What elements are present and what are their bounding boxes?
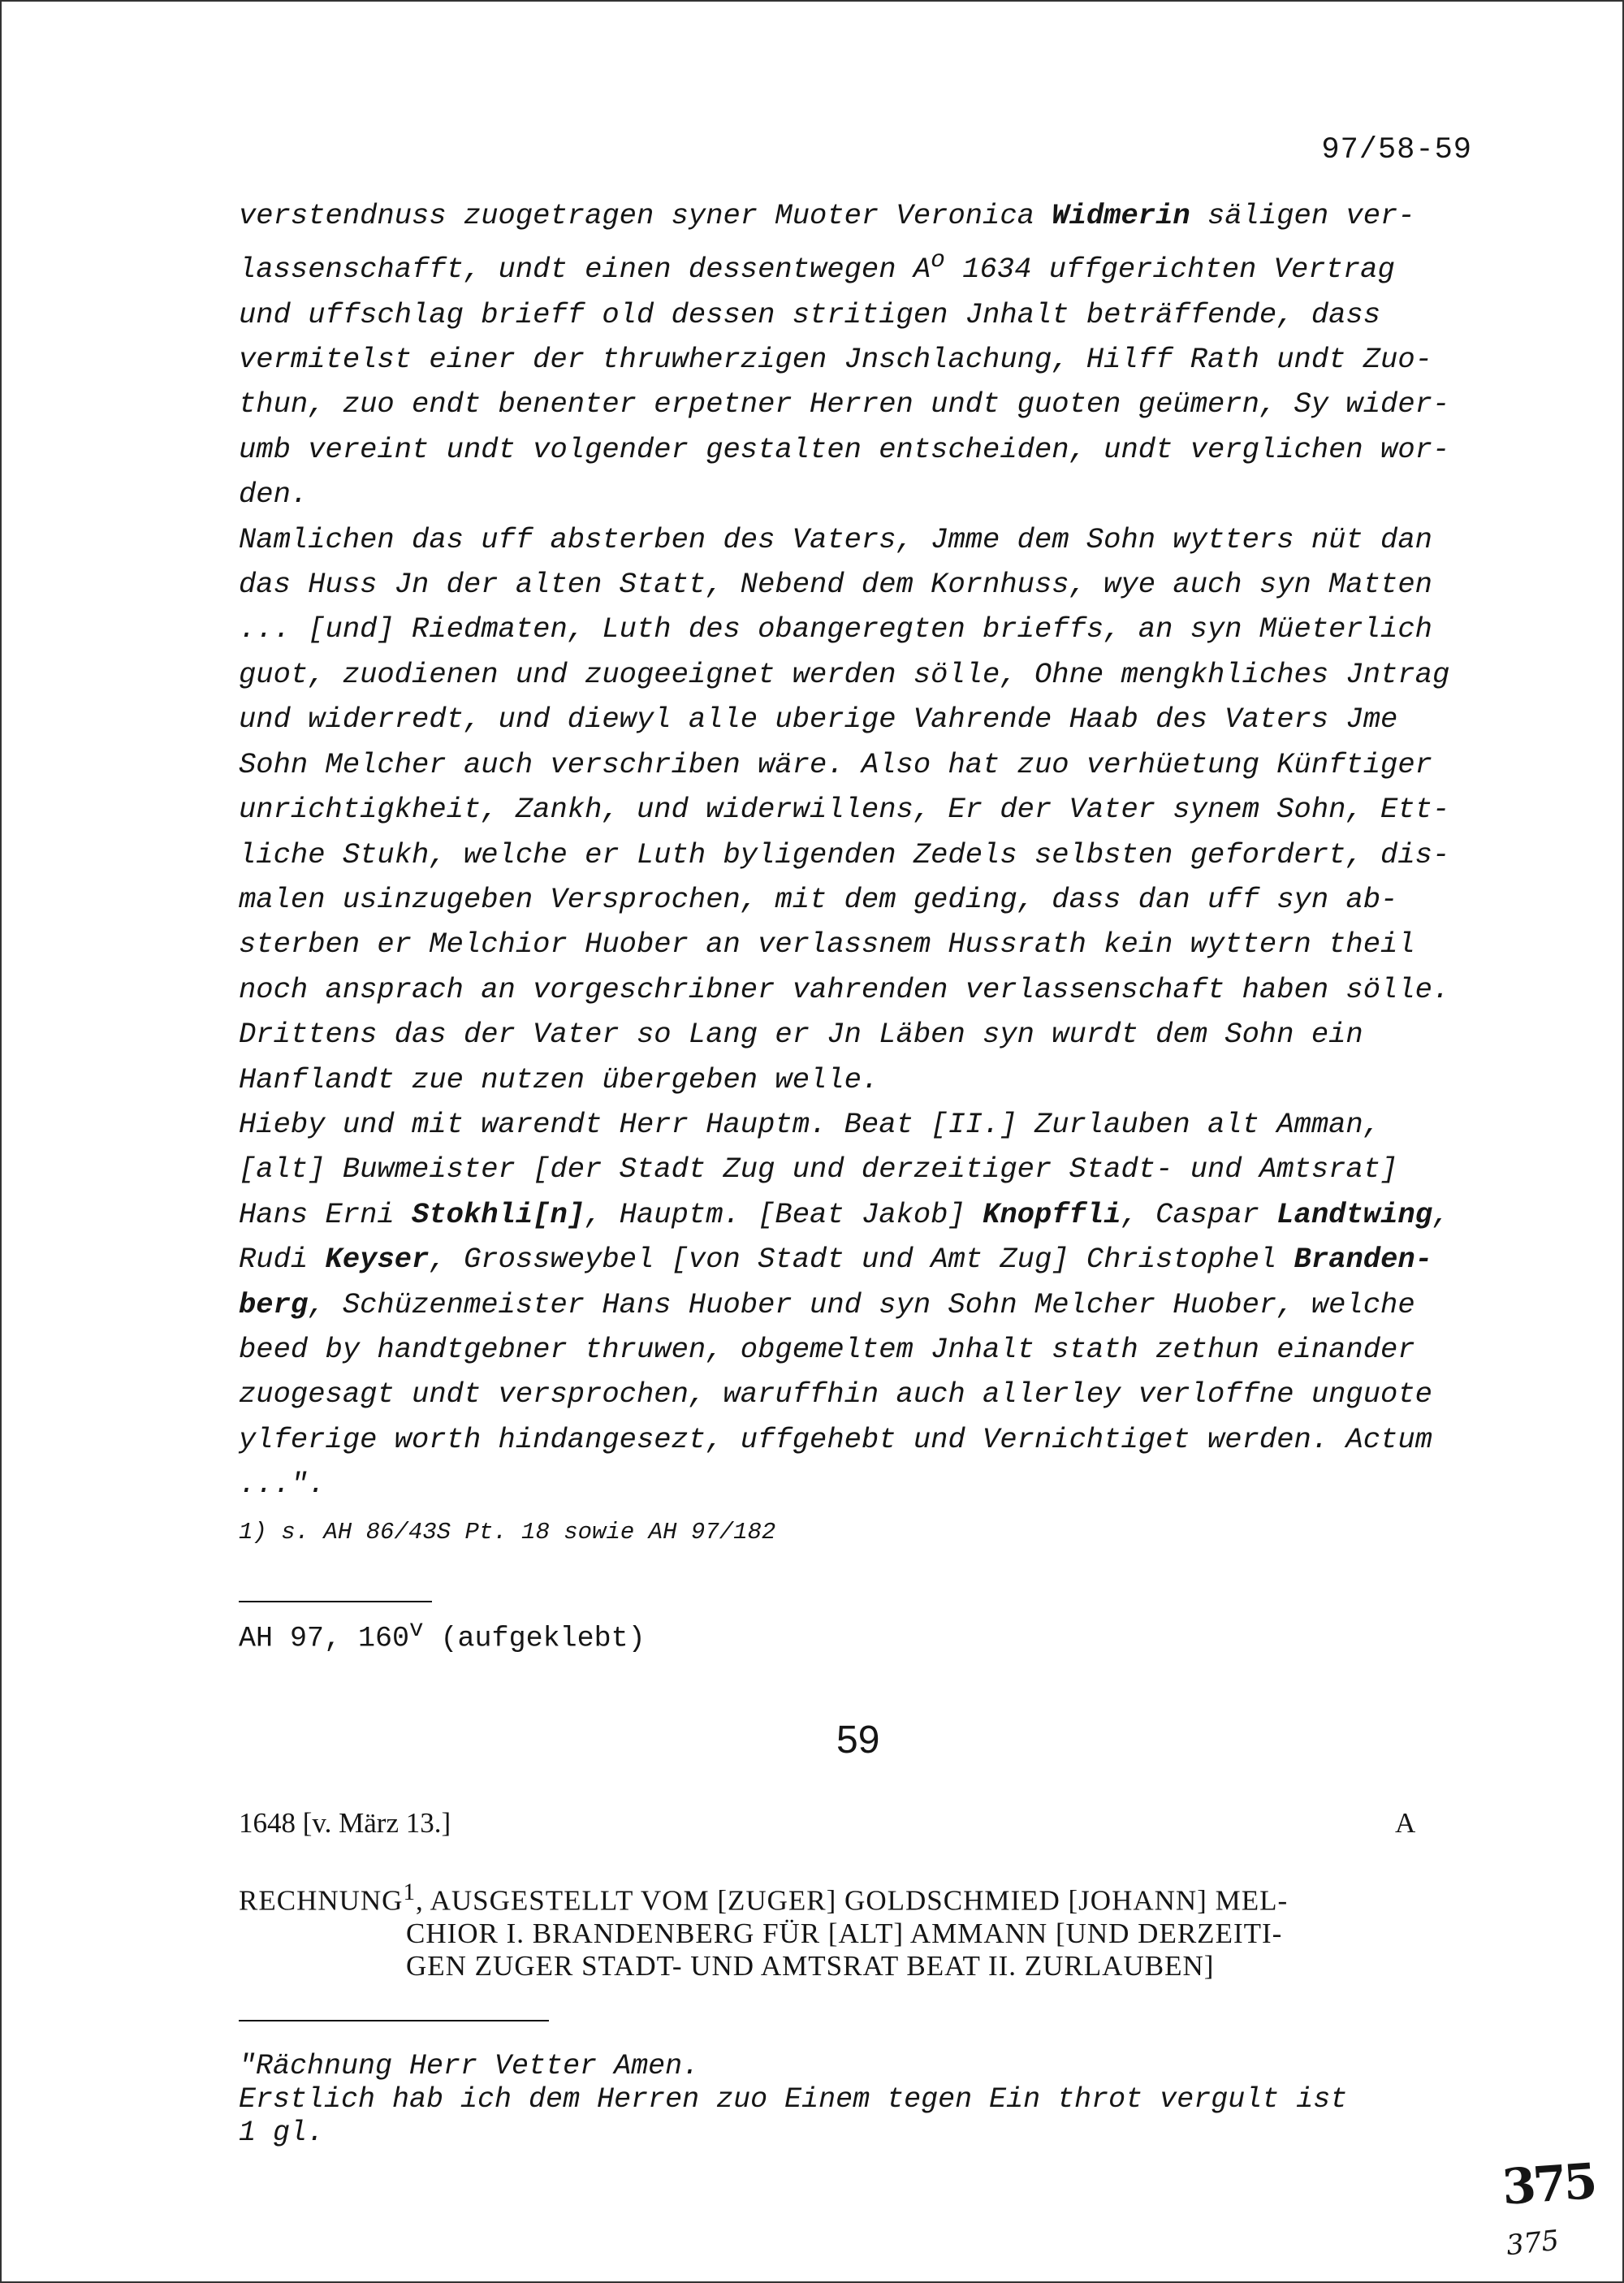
body-line: Drittens das der Vater so Lang er Jn Läben syn wurdt dem Sohn ein bbox=[239, 1018, 1363, 1052]
body-line: berg, Schüzenmeister Hans Huober und syn Sohn Melcher Huober, welche bbox=[239, 1287, 1415, 1321]
body-line: Hieby und mit warendt Herr Hauptm. Beat [II.] Zurlauben alt Amman, bbox=[239, 1107, 1381, 1141]
heading-divider bbox=[239, 2020, 549, 2021]
document-date: 1648 [v. März 13.] bbox=[239, 1807, 451, 1839]
page-stamp-small: 375 bbox=[1505, 2224, 1561, 2263]
body-line: den. bbox=[239, 478, 309, 512]
body-line: guot, zuodienen und zuogeeignet werden sölle, Ohne mengkhliches Jntrag bbox=[239, 657, 1450, 691]
body-line: Hans Erni Stokhli[n], Hauptm. [Beat Jakob] Knopffli, Caspar Landtwing, bbox=[239, 1197, 1450, 1231]
body-line: vermitelst einer der thruwherzigen Jnschlachung, Hilff Rath undt Zuo- bbox=[239, 343, 1432, 377]
body-line: [alt] Buwmeister [der Stadt Zug und derzeitiger Stadt- und Amtsrat] bbox=[239, 1152, 1398, 1187]
page-reference: 97/58-59 bbox=[1321, 133, 1472, 167]
body-line: und widerredt, und diewyl alle uberige Vahrende Haab des Vaters Jme bbox=[239, 703, 1398, 737]
document-letter: A bbox=[1395, 1807, 1416, 1839]
body-line: noch ansprach an vorgeschribner vahrenden verlassenschaft haben sölle. bbox=[239, 972, 1450, 1006]
body-line: malen usinzugeben Versprochen, mit dem geding, dass dan uff syn ab- bbox=[239, 882, 1398, 916]
body-line: Rudi Keyser, Grossweybel [von Stadt und Amt Zug] Christophel Branden- bbox=[239, 1243, 1432, 1277]
body-line: ylferige worth hindangesezt, uffgehebt und Vernichtiget werden. Actum bbox=[239, 1422, 1432, 1456]
body-line: umb vereint undt volgender gestalten entscheiden, undt verglichen wor- bbox=[239, 432, 1450, 466]
body-line: zuogesagt undt versprochen, waruffhin auch allerley verloffne unguote bbox=[239, 1377, 1432, 1412]
body-line: und uffschlag brieff old dessen stritigen Jnhalt beträffende, dass bbox=[239, 297, 1381, 331]
section-divider bbox=[239, 1601, 432, 1602]
body-line: lassenschafft, undt einen dessentwegen $A^o$ 1634 uffgerichten Vertrag bbox=[239, 246, 1395, 287]
source-reference: AH 97, 160$^v$ (aufgeklebt) bbox=[239, 1616, 646, 1655]
body-line: beed by handtgebner thruwen, obgemeltem Jnhalt stath zethun einander bbox=[239, 1332, 1415, 1366]
body-line: Namlichen das uff absterben des Vaters, Jmme dem Sohn wytters nüt dan bbox=[239, 522, 1432, 556]
body-line: unrichtigkheit, Zankh, und widerwillens, Er der Vater synem Sohn, Ett- bbox=[239, 793, 1450, 827]
body-line: ... [und] Riedmaten, Luth des obangeregten brieffs, an syn Müeterlich bbox=[239, 612, 1432, 646]
quote-line: 1 gl. bbox=[239, 2117, 325, 2149]
footnote: 1) s. AH 86/43S Pt. 18 sowie AH 97/182 bbox=[239, 1519, 776, 1546]
body-text bbox=[239, 193, 1505, 1507]
document-number: 59 bbox=[836, 1719, 880, 1762]
document-heading bbox=[239, 1876, 1288, 1982]
body-line: Hanflandt zue nutzen übergeben welle. bbox=[239, 1062, 879, 1096]
heading-line: CHIOR I. BRANDENBERG FÜR [ALT] AMMANN [UND DERZEITI- bbox=[406, 1917, 1283, 1949]
body-line: sterben er Melchior Huober an verlassnem Hussrath kein wyttern theil bbox=[239, 927, 1415, 962]
quote-line: Erstlich hab ich dem Herren zuo Einem tegen Ein throt vergult ist bbox=[239, 2083, 1348, 2116]
body-line: das Huss Jn der alten Statt, Nebend dem Kornhuss, wye auch syn Matten bbox=[239, 568, 1432, 602]
heading-line: GEN ZUGER STADT- UND AMTSRAT BEAT II. ZURLAUBEN] bbox=[406, 1949, 1215, 1982]
body-line: verstendnuss zuogetragen syner Muoter Veronica Widmerin säligen ver- bbox=[239, 199, 1415, 232]
heading-line: RECHNUNG$^1$, AUSGESTELLT VOM [ZUGER] GOLDSCHMIED [JOHANN] MEL- bbox=[239, 1879, 1289, 1917]
body-line: thun, zuo endt benenter erpetner Herren undt guoten geümern, Sy wider- bbox=[239, 387, 1450, 422]
body-line: ...". bbox=[239, 1468, 326, 1502]
body-line: liche Stukh, welche er Luth byligenden Zedels selbsten gefordert, dis- bbox=[239, 837, 1450, 871]
body-line: Sohn Melcher auch verschriben wäre. Also hat zuo verhüetung Künftiger bbox=[239, 747, 1432, 781]
page-stamp: 375 bbox=[1500, 2153, 1596, 2216]
quote-text bbox=[239, 2050, 1347, 2150]
quote-line: "Rächnung Herr Vetter Amen. bbox=[239, 2050, 700, 2082]
